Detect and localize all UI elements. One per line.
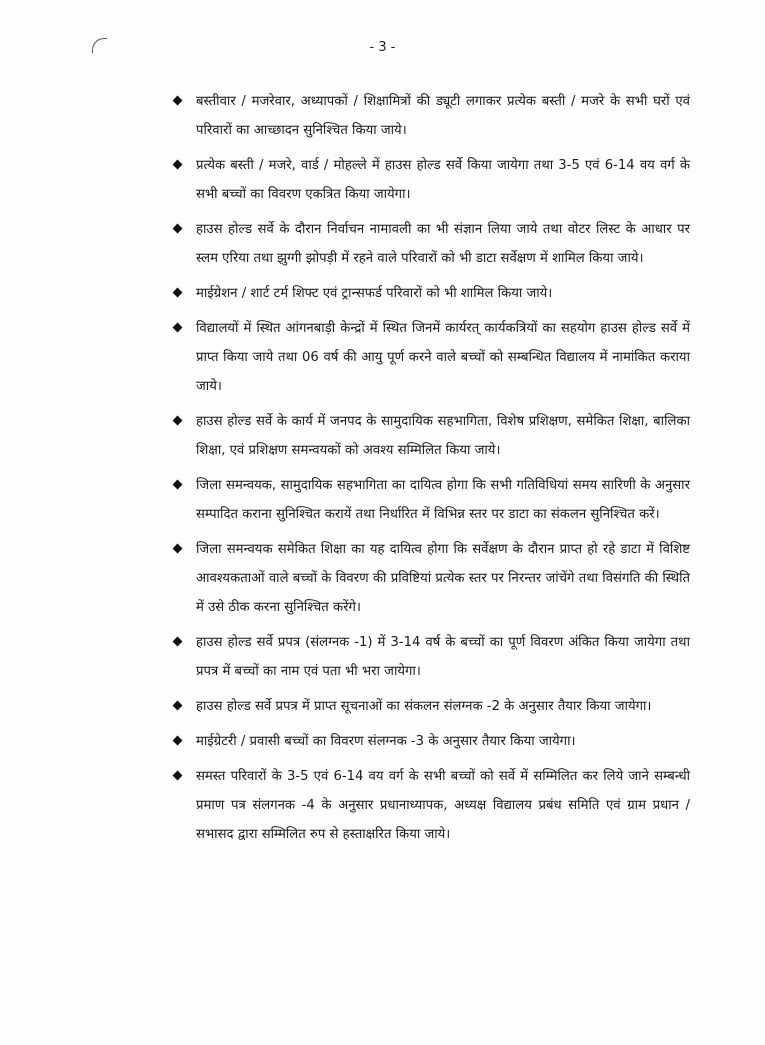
list-item-text: बस्तीवार / मजरेवार, अध्यापकों / शिक्षामित्रों की ड्यूटी लगाकर प्रत्येक बस्ती / मजरे के सभी घरों एवं परिवारों का आच्छादन सुनिश्चित किया जाये। (196, 94, 690, 138)
list-item (170, 314, 690, 401)
diamond-bullet-icon (173, 736, 183, 746)
list-item (170, 151, 690, 209)
list-item (170, 535, 690, 622)
diamond-bullet-icon (173, 480, 183, 490)
diamond-bullet-icon (173, 701, 183, 711)
list-item-text: प्रत्येक बस्ती / मजरे, वार्ड / मोहल्ले में हाउस होल्ड सर्वे किया जायेगा तथा 3-5 एवं 6-14 वय वर्ग के सभी बच्चों का विवरण एकत्रित किया जायेगा। (196, 158, 690, 202)
list-item-text: माईग्रेटरी / प्रवासी बच्चों का विवरण संलग्नक -3 के अनुसार तैयार किया जायेगा। (196, 734, 576, 749)
list-item-text: हाउस होल्ड सर्वे प्रपत्र में प्राप्त सूचनाओं का संकलन संलग्नक -2 के अनुसार तैयार किया जायेगा। (196, 699, 652, 714)
diamond-bullet-icon (173, 288, 183, 298)
list-item-text: हाउस होल्ड सर्वे प्रपत्र (संलग्नक -1) में 3-14 वर्ष के बच्चों का पूर्ण विवरण अंकित किया जायेगा तथा प्रपत्र में बच्चों का नाम एवं पता भी भरा जायेगा। (196, 635, 690, 679)
diamond-bullet-icon (173, 160, 183, 170)
page-number: - 3 - (369, 40, 396, 55)
list-item (170, 279, 690, 308)
diamond-bullet-icon (173, 224, 183, 234)
diamond-bullet-icon (173, 96, 183, 106)
diamond-bullet-icon (173, 637, 183, 647)
list-item (170, 762, 690, 849)
list-item-text: माईग्रेशन / शार्ट टर्म शिफ्ट एवं ट्रान्सफर्ड परिवारों को भी शामिल किया जाये। (196, 286, 553, 301)
diamond-bullet-icon (173, 323, 183, 333)
list-item-text: जिला समन्वयक समेकित शिक्षा का यह दायित्व होगा कि सर्वेक्षण के दौरान प्राप्त हो रहे डाटा में विशिष्ट आवश्यकताओं वाले बच्चों के विवरण की प्रविष्टियां प्रत्येक स्तर पर निरन्तर जांचेंगे तथा विसंगति की स्थिति में उसे ठीक करना सुनिश्चित करेंगे। (196, 542, 690, 615)
list-item-text: विद्यालयों में स्थित आंगनबाड़ी केन्द्रों में स्थित जिनमें कार्यरत् कार्यकत्रियों का सहयोग हाउस होल्ड सर्वे में प्राप्त किया जाये तथा 06 वर्ष की आयु पूर्ण करने वाले बच्चों को सम्बन्धित विद्यालय में नामांकित कराया जाये। (196, 321, 690, 394)
list-item (170, 727, 690, 756)
instruction-list (170, 87, 690, 851)
diamond-bullet-icon (173, 544, 183, 554)
list-item-text: समस्त परिवारों के 3-5 एवं 6-14 वय वर्ग के सभी बच्चों को सर्वे में सम्मिलित कर लिये जाने सम्बन्धी प्रमाण पत्र संलगनक -4 के अनुसार प्रधानाध्यापक, अध्यक्ष विद्यालय प्रबंध समिति एवं ग्राम प्रधान / सभासद द्वारा सम्मिलित रुप से हस्ताक्षरित किया जाये। (196, 769, 690, 842)
list-item (170, 692, 690, 721)
list-item-text: हाउस होल्ड सर्वे के दौरान निर्वाचन नामावली का भी संज्ञान लिया जाये तथा वोटर लिस्ट के आधार पर स्लम एरिया तथा झुग्गी झोपड़ी में रहने वाले परिवारों को भी डाटा सर्वेक्षण में शामिल किया जाये। (196, 222, 690, 266)
list-item (170, 87, 690, 145)
list-item-text: जिला समन्वयक, सामुदायिक सहभागिता का दायित्व होगा कि सभी गतिविधियां समय सारिणी के अनुसार सम्पादित कराना सुनिश्चित करायें तथा निर्धारित में विभिन्न स्तर पर डाटा का संकलन सुनिश्चित करें। (196, 478, 690, 522)
list-item (170, 407, 690, 465)
diamond-bullet-icon (173, 771, 183, 781)
diamond-bullet-icon (173, 416, 183, 426)
list-item (170, 471, 690, 529)
list-item (170, 215, 690, 273)
list-item (170, 628, 690, 686)
list-item-text: हाउस होल्ड सर्वे के कार्य में जनपद के सामुदायिक सहभागिता, विशेष प्रशिक्षण, समेकित शिक्षा, बालिका शिक्षा, एवं प्रशिक्षण समन्वयकों को अवश्य सम्मिलित किया जाये। (196, 414, 690, 458)
